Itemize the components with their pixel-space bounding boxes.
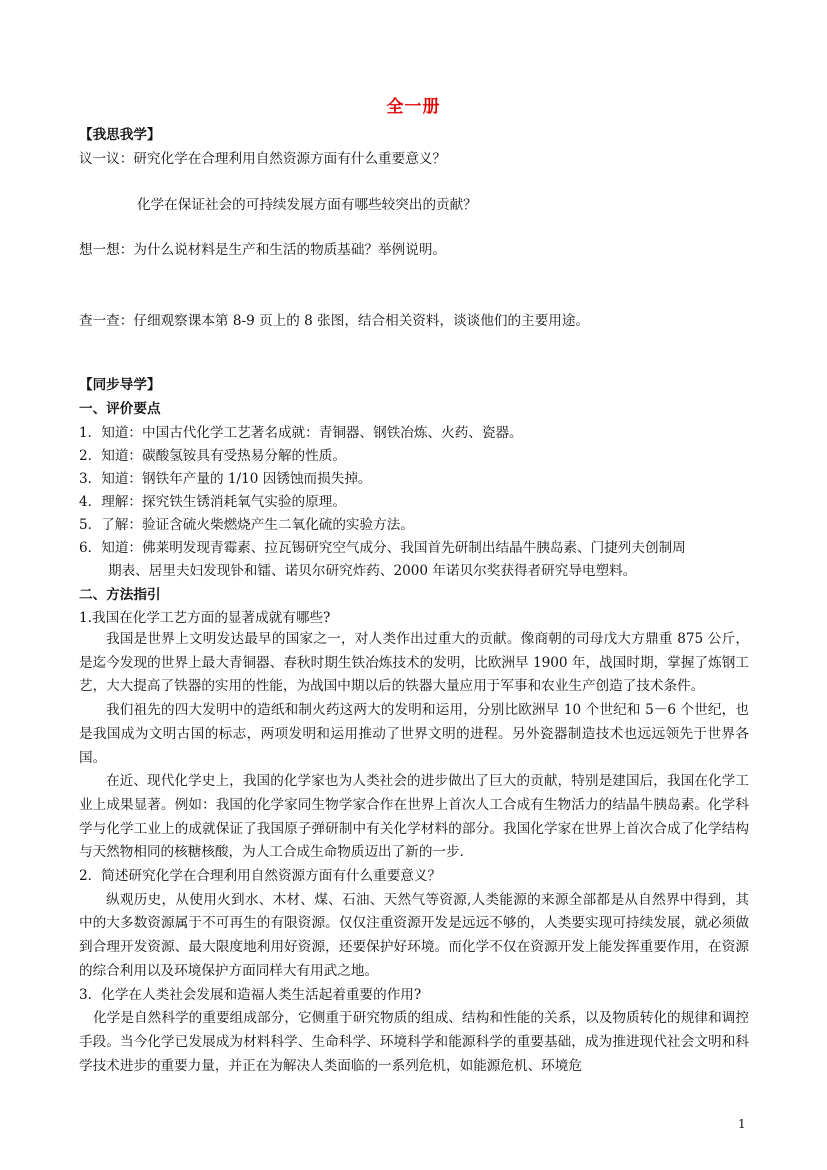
section-heading-think: 【我思我学】 [79,127,161,143]
paragraph: 纵观历史，从使用火到水、木材、煤、石油、天然气等资源,人类能源的来源全部都是从自然界中得到，其中的大多数资源属于不可再生的有限资源。仅仅注重资源开发是远远不够的，人类要实现可持续发展，就必须做到合理开发资源、最大限度地利用好资源，还要保护好环境。而化学不仅在资源开发上能发挥重要作用，在资源的综合利用以及环境保护方面同样大有用武之地。 [79,891,749,979]
paragraph: 我们祖先的四大发明中的造纸和制火药这两大的发明和运用，分别比欧洲早 10 个世纪和 5－6 个世纪，也是我国成为文明古国的标志，两项发明和运用推动了世界文明的进程。另外瓷器制造技术也远远领先于世界各国。 [79,702,749,766]
paragraph: 在近、现代化学史上，我国的化学家也为人类社会的进步做出了巨大的贡献，特别是建国后，我国在化学工业上成果显著。例如：我国的化学家同生物学家合作在世界上首次人工合成有生物活力的结晶牛胰岛素。化学科学与化学工业上的成就保证了我国原子弹研制中有关化学材料的部分。我国化学家在世界上首次合成了化学结构与天然物相同的核糖核酸，为人工合成生命物质迈出了新的一步． [79,773,749,861]
method-question-2: 2．简述研究化学在合理利用自然资源方面有什么重要意义？ [79,868,442,885]
evaluation-point: 3．知道：钢铁年产量的 1/10 因锈蚀而损失掉。 [79,471,372,487]
evaluation-point: 5．了解：验证含硫火柴燃烧产生二氧化硫的实验方法。 [79,517,414,533]
question-contribution: 化学在保证社会的可持续发展方面有哪些较突出的贡献？ [137,197,477,213]
section-heading-guide: 【同步导学】 [79,377,161,393]
page-title: 全一册 [386,97,441,117]
evaluation-point: 6．知道：佛莱明发现青霉素、拉瓦锡研究空气成分、我国首先研制出结晶牛胰岛素、门捷列夫创制周 [79,540,686,556]
paragraph: 我国是世界上文明发达最早的国家之一，对人类作出过重大的贡献。像商朝的司母戊大方鼎重 875 公斤，是迄今发现的世界上最大青铜器、春秋时期生铁冶炼技术的发明，比欧洲早 1900 年，战国时期，掌握了炼钢工艺，大大提高了铁器的实用的性能，为战国中期以后的铁器大量应用于军事和农业生产创造了技术条件。 [79,631,749,695]
evaluation-point: 2．知道：碳酸氢铵具有受热易分解的性质。 [79,448,346,464]
evaluation-point-continued: 期表、居里夫妇发现钋和镭、诺贝尔研究炸药、2000 年诺贝尔奖获得者研究导电塑料。 [108,563,637,579]
method-question-1: 1.我国在化学工艺方面的显著成就有哪些? [79,610,331,626]
subheading-evaluation: 一、评价要点 [79,401,161,417]
method-answer-1 [79,628,749,1078]
evaluation-point: 1．知道：中国古代化学工艺著名成就：青铜器、钢铁冶炼、火药、瓷器。 [79,425,523,441]
evaluation-point: 4．理解：探究铁生锈消耗氧气实验的原理。 [79,494,346,510]
question-discuss: 议一议：研究化学在合理利用自然资源方面有什么重要意义？ [79,151,447,167]
paragraph: 化学是自然科学的重要组成部分，它侧重于研究物质的组成、结构和性能的关系，以及物质转化的规律和调控手段。当今化学已发展成为材料科学、生命科学、环境科学和能源科学的重要基础，成为推进现代社会文明和科学技术进步的重要力量，并正在为解决人类面临的一系列危机，如能源危机、环境危 [79,1010,749,1074]
question-lookup: 查一查：仔细观察课本第 8-9 页上的 8 张图，结合相关资料，谈谈他们的主要用途。 [79,313,590,329]
subheading-method: 二、方法指引 [79,587,161,603]
page-number: 1 [738,1117,746,1131]
question-think: 想一想：为什么说材料是生产和生活的物质基础？举例说明。 [79,242,447,258]
method-question-3: 3．化学在人类社会发展和造福人类生活起着重要的作用? [79,986,422,1003]
